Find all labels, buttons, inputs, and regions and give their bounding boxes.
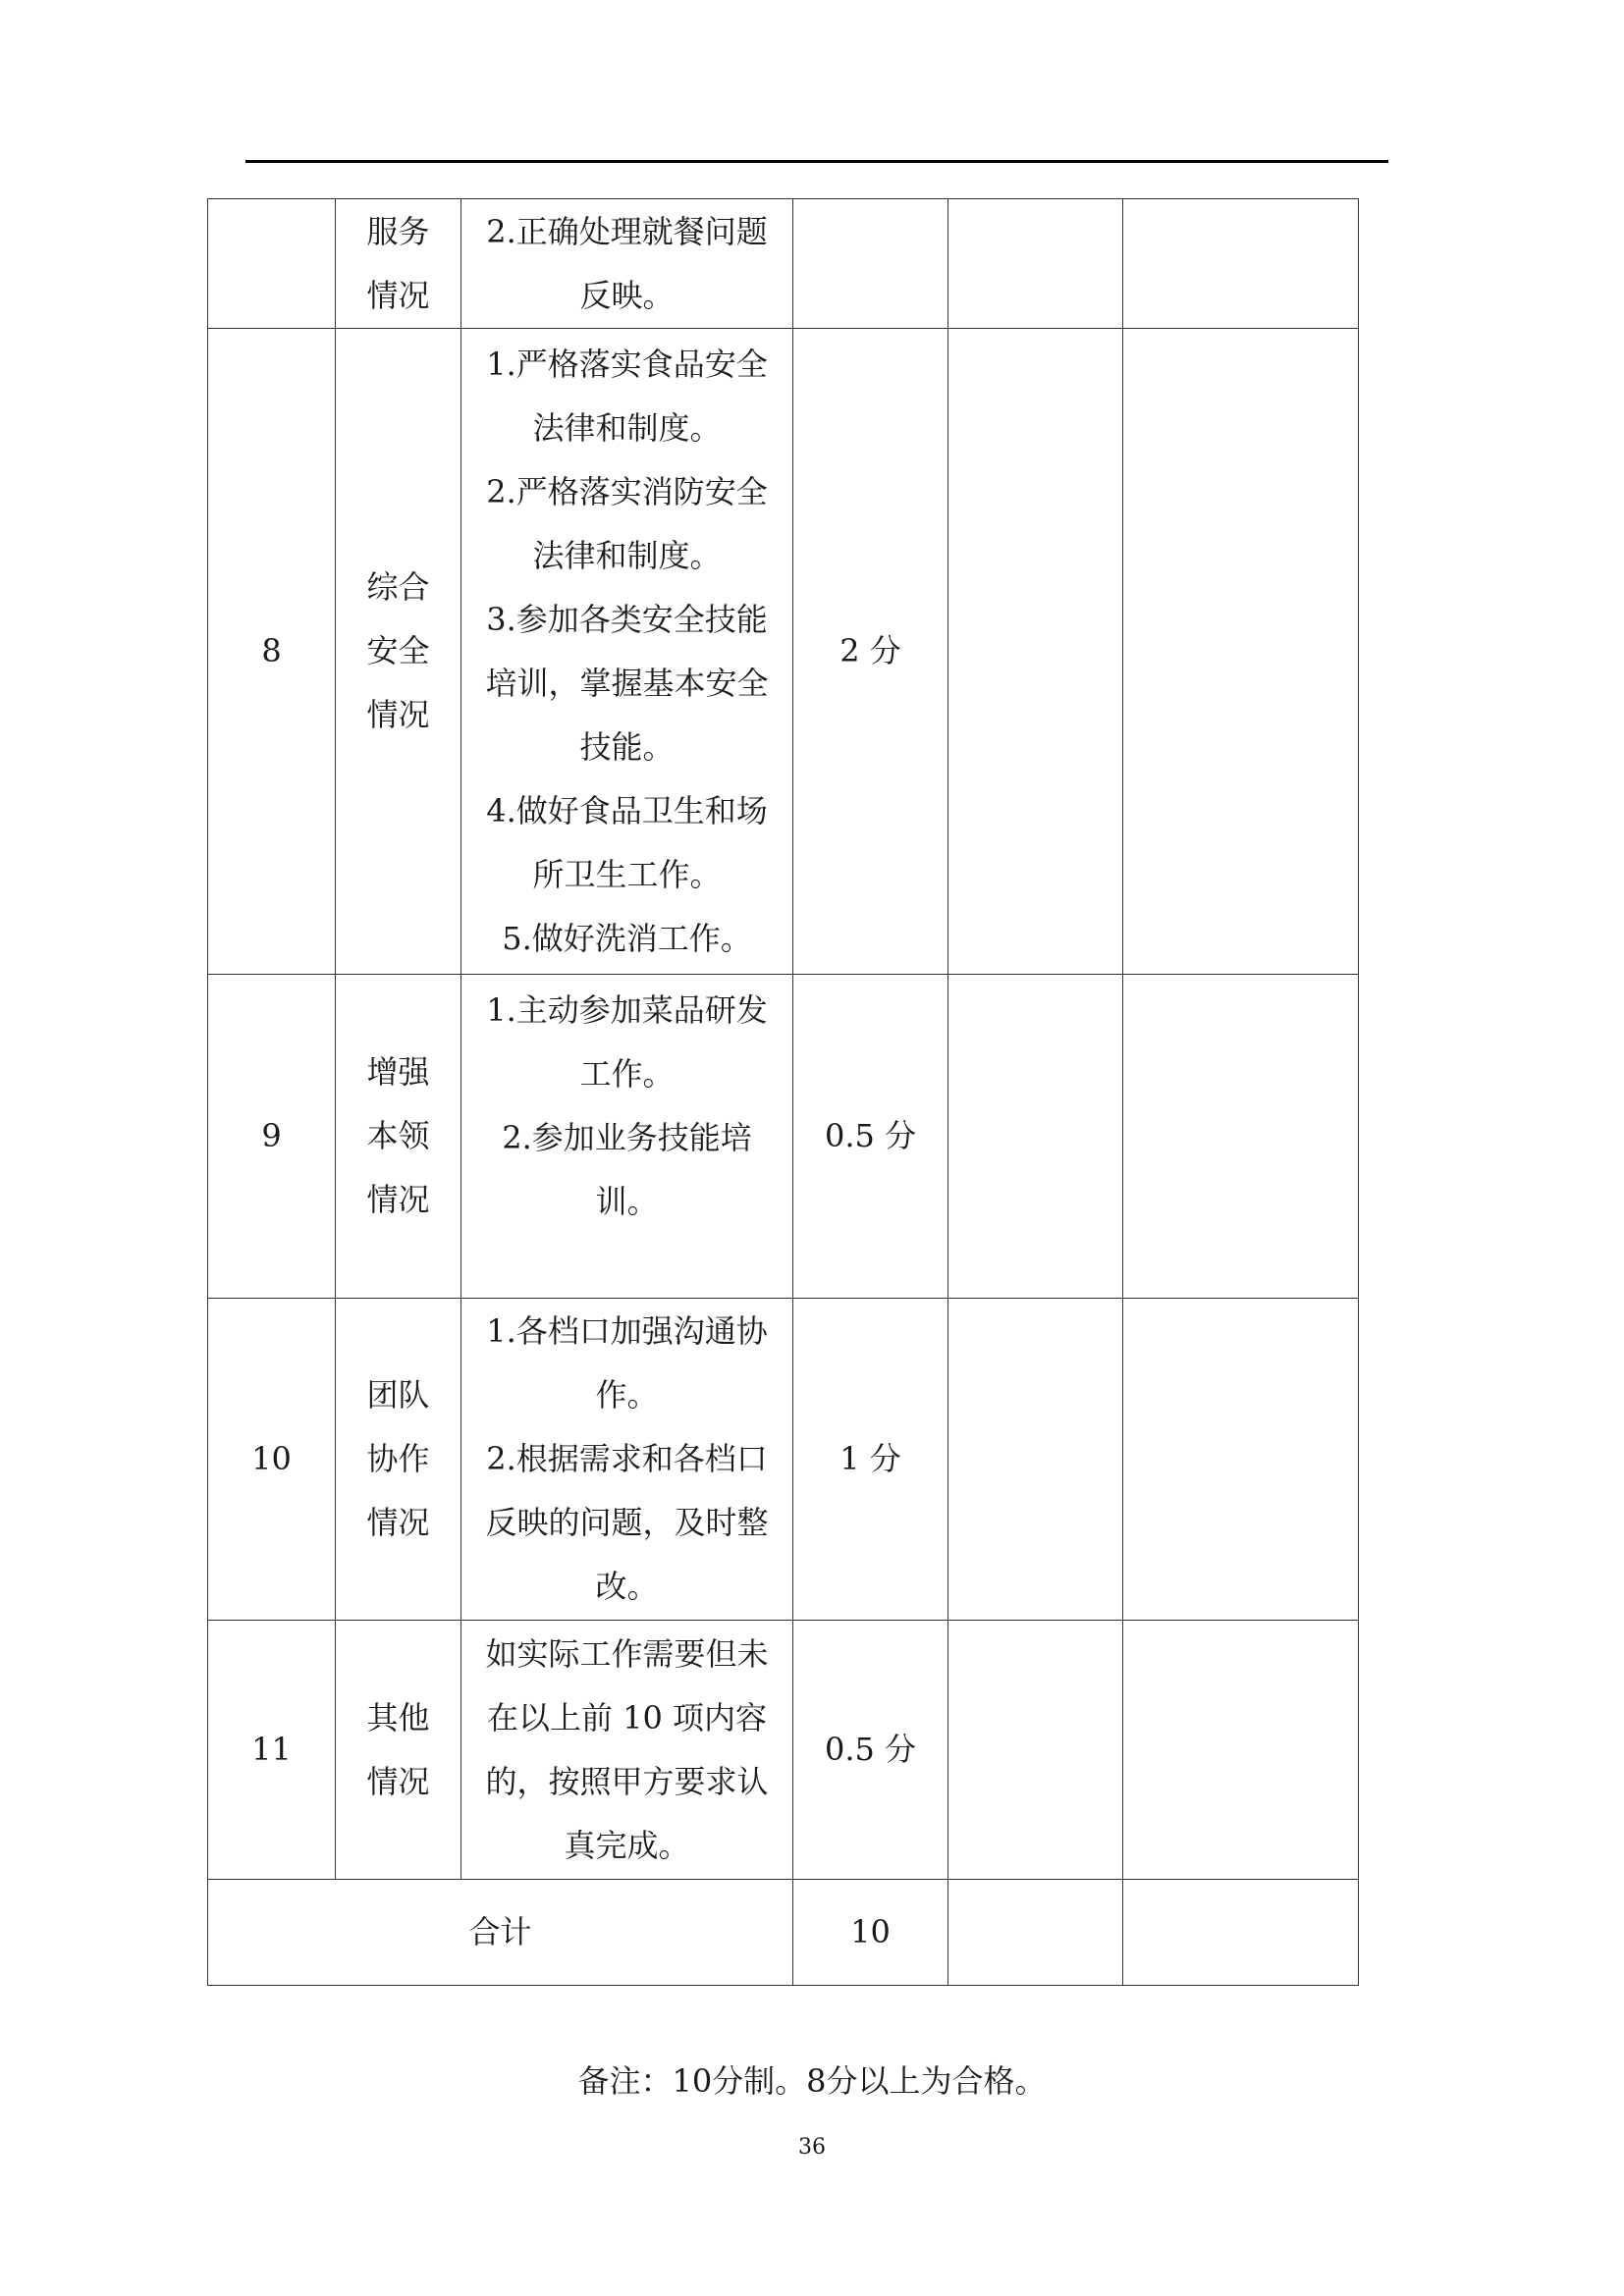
table-row — [208, 1621, 1359, 1880]
item-content: 1.主动参加菜品研发 工作。 2.参加业务技能培 训。 — [461, 975, 793, 1299]
blank-cell — [1123, 199, 1359, 329]
item-content: 1.各档口加强沟通协 作。 2.根据需求和各档口 反映的问题，及时整 改。 — [461, 1299, 793, 1621]
table-row — [208, 329, 1359, 975]
blank-cell — [948, 1299, 1123, 1621]
item-score: 2 分 — [793, 329, 948, 975]
row-number: 11 — [208, 1621, 336, 1880]
blank-cell — [948, 1621, 1123, 1880]
item-name: 综合 安全 情况 — [336, 329, 461, 975]
blank-cell — [1123, 975, 1359, 1299]
table-row — [208, 975, 1359, 1299]
total-row — [208, 1880, 1359, 1986]
blank-cell — [1123, 1299, 1359, 1621]
item-name: 其他 情况 — [336, 1621, 461, 1880]
item-score: 1 分 — [793, 1299, 948, 1621]
blank-cell — [1123, 1880, 1359, 1986]
row-number — [208, 199, 336, 329]
item-content: 2.正确处理就餐问题 反映。 — [461, 199, 793, 329]
item-name: 团队 协作 情况 — [336, 1299, 461, 1621]
row-number: 10 — [208, 1299, 336, 1621]
score-table — [207, 198, 1359, 1986]
item-score: 0.5 分 — [793, 975, 948, 1299]
item-name: 服务 情况 — [336, 199, 461, 329]
item-content: 1.严格落实食品安全 法律和制度。 2.严格落实消防安全 法律和制度。 3.参加各类安全技能 培训，掌握基本安全 技能。 4.做好食品卫生和场 所卫生工作。 5.做好洗消工作。 — [461, 329, 793, 975]
blank-cell — [1123, 1621, 1359, 1880]
item-content: 如实际工作需要但未 在以上前 10 项内容 的，按照甲方要求认 真完成。 — [461, 1621, 793, 1880]
blank-cell — [948, 199, 1123, 329]
table-row — [208, 1299, 1359, 1621]
blank-cell — [948, 975, 1123, 1299]
row-number: 8 — [208, 329, 336, 975]
blank-cell — [948, 329, 1123, 975]
row-number: 9 — [208, 975, 336, 1299]
header-rule — [245, 160, 1388, 163]
total-label: 合计 — [208, 1880, 793, 1986]
total-score: 10 — [793, 1880, 948, 1986]
blank-cell — [1123, 329, 1359, 975]
remark-note: 备注：10分制。8分以上为合格。 — [577, 2062, 1047, 2100]
item-score: 0.5 分 — [793, 1621, 948, 1880]
table-row — [208, 199, 1359, 329]
blank-cell — [948, 1880, 1123, 1986]
item-score — [793, 199, 948, 329]
item-name: 增强 本领 情况 — [336, 975, 461, 1299]
page-number: 36 — [798, 2135, 826, 2160]
